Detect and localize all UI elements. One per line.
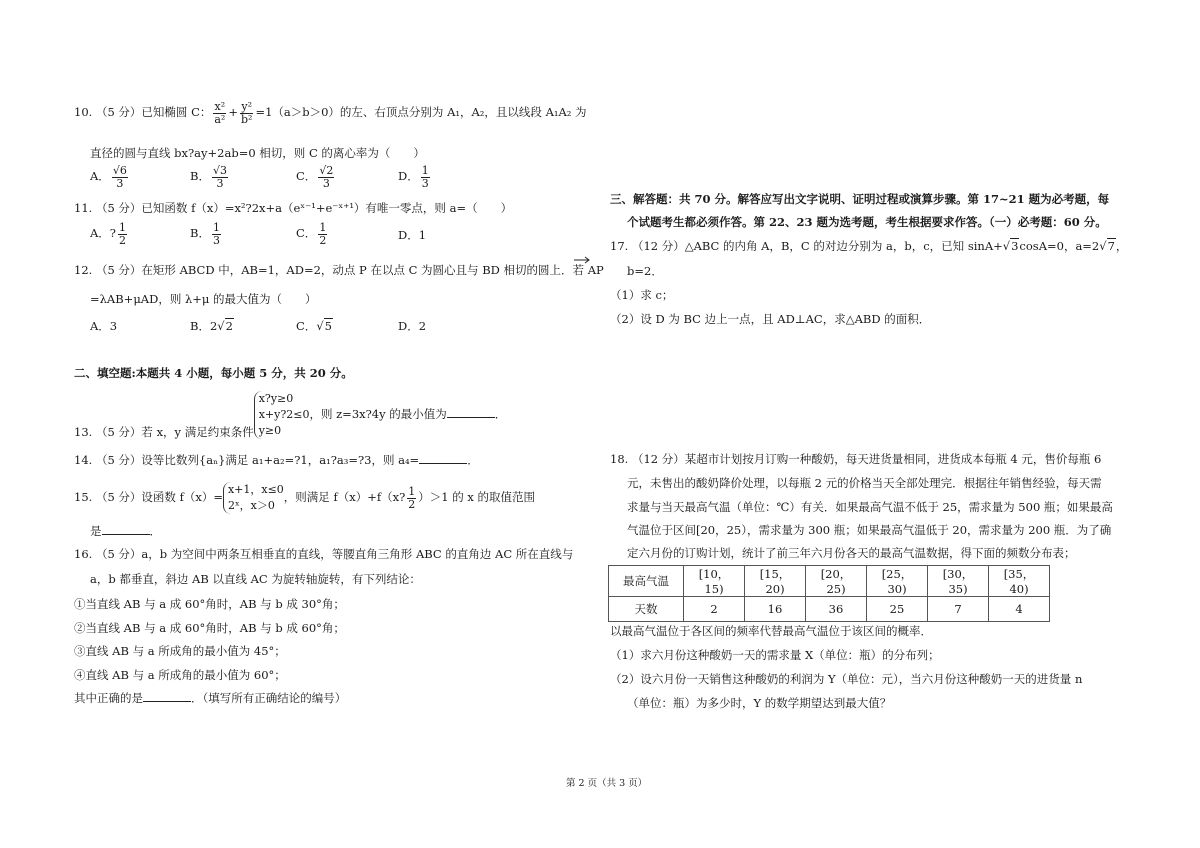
q12-option-b: B．2√2 (190, 319, 233, 333)
table-cell: [30，35) (928, 566, 989, 597)
q10-frac-y (240, 101, 253, 125)
q17-text-c: ， (1115, 239, 1128, 253)
q13 (74, 391, 506, 439)
q10-option-a (90, 165, 130, 189)
option-frac (212, 165, 228, 189)
table-header-row (609, 566, 1050, 597)
q16-statement-1: ①当直线 AB 与 a 成 60°角时，AB 与 b 成 30°角； (74, 597, 345, 611)
q15-middle: ，则满足 f（x）+f（x? (283, 490, 406, 504)
frac-den: 2 (118, 233, 126, 247)
answer-blank[interactable] (143, 691, 191, 702)
frac-den: 3 (116, 176, 124, 190)
piece: x+1，x≤0 (227, 483, 284, 496)
q16-statement-3: ③直线 AB 与 a 所成角的最小值为 45°； (74, 644, 286, 658)
answer-blank[interactable] (447, 407, 495, 418)
q14-text: 14. （5 分）设等比数列{aₙ}满足 a₁+a₂=?1，a₁?a₃=?3，则 a₄= (74, 453, 420, 467)
q12-line2: =λAB+μAD，则 λ+μ 的最大值为（ ） (90, 292, 317, 306)
vector-arrow-icon (573, 256, 591, 264)
q13-constraints (254, 391, 310, 439)
q18-after-table: 以最高气温位于各区间的频率代替最高气温位于该区间的概率． (610, 624, 932, 638)
q10-option-c (296, 165, 336, 189)
table-cell: 天数 (609, 597, 684, 622)
frac-num: 1 (421, 164, 429, 177)
table-cell: 2 (684, 597, 745, 622)
q15-prefix: 15. （5 分）设函数 f（x）= (74, 490, 223, 504)
q15-suffix: ）＞1 的 x 的取值范围 (418, 490, 536, 504)
frac-den: a² (214, 112, 226, 126)
option-label: B． (190, 169, 210, 184)
q13-end: ． (494, 407, 507, 421)
radicand: 2 (225, 319, 233, 333)
option-frac (118, 222, 127, 246)
q17-line2: b=2． (627, 264, 663, 278)
frac-num: y² (241, 100, 253, 113)
q13-prefix: 13. （5 分）若 x，y 满足约束条件 (74, 425, 254, 439)
radicand: 7 (1107, 239, 1115, 253)
q16-last-a: 其中正确的是 (74, 691, 143, 705)
q15-line2 (90, 523, 161, 539)
q12-option-d: D．2 (398, 319, 427, 333)
table-cell: 16 (745, 597, 806, 622)
q18-part-1: （1）求六月份这种酸奶一天的需求量 X（单位：瓶）的分布列； (610, 648, 940, 662)
q13-suffix: ，则 z=3x?4y 的最小值为 (309, 407, 447, 421)
table-cell: 最高气温 (609, 566, 684, 597)
option-label: C． (296, 226, 317, 241)
q16-statement-4: ④直线 AB 与 a 所成角的最小值为 60°； (74, 668, 286, 682)
q17-line1: 17. （12 分）△ABC 的内角 A，B，C 的对边分别为 a，b，c，已知 sinA+√3cosA=0，a=2√7， (610, 239, 1128, 253)
q17-text-a: 17. （12 分）△ABC 的内角 A，B，C 的对边分别为 a，b，c，已知 sinA+ (610, 239, 1003, 253)
table-cell: 4 (989, 597, 1050, 622)
option-frac (112, 165, 128, 189)
frac-num: √6 (112, 164, 127, 177)
frac-num: √2 (319, 164, 334, 177)
q15-line1 (74, 482, 535, 514)
q14 (74, 452, 479, 468)
option-frac (318, 165, 334, 189)
frac-den: 3 (212, 233, 220, 247)
table-cell: 7 (928, 597, 989, 622)
q10-line1 (74, 101, 587, 125)
section3-line2: 个试题考生都必须作答。第 22、23 题为选考题，考生根据要求作答。（一）必考题：60 分。 (627, 215, 1107, 229)
table-cell: [20，25) (806, 566, 867, 597)
section2-title: 二、填空题:本题共 4 小题，每小题 5 分，共 20 分。 (74, 366, 353, 380)
q10-text-a: 10. （5 分）已知椭圆 C： (74, 105, 212, 120)
q16-line1: 16. （5 分）a，b 为空间中两条互相垂直的直线，等腰直角三角形 ABC 的直角边 AC 所在直线与 (74, 547, 574, 561)
q16-last-b: ．（填写所有正确结论的编号） (191, 691, 347, 705)
q11-line1: 11. （5 分）已知函数 f（x）=x²?2x+a（eˣ⁻¹+e⁻ˣ⁺¹）有唯一零点，则 a=（ ） (74, 201, 513, 215)
frac-num: x² (214, 100, 226, 113)
option-label: B． (190, 226, 210, 241)
q18-part-2: （2）设六月份一天销售这种酸奶的利润为 Y（单位：元），当六月份这种酸奶一天的进货量 n (610, 672, 1083, 686)
q15-end: ． (149, 524, 161, 538)
frac-num: √3 (212, 164, 227, 177)
table-cell: [35，40) (989, 566, 1050, 597)
frac-num: 1 (319, 221, 327, 234)
q10-option-d (398, 165, 432, 189)
q12-line1: 12. （5 分）在矩形 ABCD 中，AB=1，AD=2，动点 P 在以点 C 为圆心且与 BD 相切的圆上．若 AP (74, 263, 604, 277)
frac-den: 2 (408, 497, 416, 511)
q18-line3: 求量与当天最高气温（单位：℃）有关．如果最高气温不低于 25，需求量为 500 瓶；如果最高 (627, 500, 1113, 514)
constraint: y≥0 (258, 424, 282, 437)
frac-num: 1 (408, 484, 416, 498)
q11-option-a (90, 222, 129, 246)
page-footer: 第 2 页（共 3 页） (566, 778, 648, 789)
frequency-table (608, 565, 1050, 622)
q18-line4: 气温位于区间[20，25），需求量为 300 瓶；如果最高气温低于 20，需求量为 200 瓶．为了确 (627, 523, 1112, 537)
option-label: B．2 (190, 319, 218, 333)
q18-part-2b: （单位：瓶）为多少时，Y 的数学期望达到最大值？ (627, 696, 892, 710)
option-frac (318, 222, 327, 246)
frac-num: 1 (118, 221, 126, 234)
frac-den: 3 (216, 176, 224, 190)
option-label: A． (90, 169, 110, 184)
q17-text-b: cosA=0，a=2 (1019, 239, 1100, 253)
q12-option-a: A．3 (90, 319, 118, 333)
frac-num: 1 (212, 221, 220, 234)
piece: 2ˣ，x＞0 (227, 499, 275, 512)
frac-den: 3 (322, 176, 330, 190)
q18-line1: 18. （12 分）某超市计划按月订购一种酸奶，每天进货量相同，进货成本每瓶 4 元，售价每瓶 6 (610, 452, 1102, 466)
q15-piecewise (223, 482, 284, 514)
q10-option-b (190, 165, 230, 189)
frac-den: 2 (319, 233, 327, 247)
option-label: A．? (90, 226, 116, 241)
frac-den: b² (240, 112, 253, 126)
q12-option-c: C．√5 (296, 319, 332, 333)
table-row (609, 597, 1050, 622)
section3-line1: 三、解答题：共 70 分。解答应写出文字说明、证明过程或演算步骤。第 17~21 题为必考题，每 (610, 192, 1110, 206)
table-cell: [25，30) (867, 566, 928, 597)
q14-end: ． (467, 453, 479, 467)
q10-frac-x (213, 101, 226, 125)
table-cell: [15，20) (745, 566, 806, 597)
option-frac (421, 165, 430, 189)
q15-frac (407, 486, 416, 510)
option-label: C． (296, 319, 317, 333)
table-cell: 36 (806, 597, 867, 622)
q10-line2: 直径的圆与直线 bx?ay+2ab=0 相切，则 C 的离心率为（ ） (90, 146, 425, 160)
q10-text-b: =1（a＞b＞0）的左、右顶点分别为 A₁，A₂，且以线段 A₁A₂ 为 (255, 105, 587, 120)
answer-blank[interactable] (102, 524, 150, 535)
q15-line2-text: 是 (90, 524, 102, 538)
q16-line2: a，b 都垂直，斜边 AB 以直线 AC 为旋转轴旋转，有下列结论： (90, 572, 421, 586)
frac-den: 3 (421, 176, 429, 190)
radicand: 3 (1011, 239, 1019, 253)
q16-statement-2: ②当直线 AB 与 a 成 60°角时，AB 与 b 成 60°角； (74, 621, 345, 635)
q17-part-2: （2）设 D 为 BC 边上一点，且 AD⊥AC，求△ABD 的面积． (610, 312, 931, 326)
q11-option-c (296, 222, 329, 246)
q11-option-d: D．1 (398, 228, 427, 242)
q18-line2: 元，未售出的酸奶降价处理，以每瓶 2 元的价格当天全部处理完．根据往年销售经验，每天需 (627, 476, 1102, 490)
constraint: x+y?2≤0 (258, 408, 310, 421)
table-cell: 25 (867, 597, 928, 622)
constraint: x?y≥0 (258, 392, 294, 405)
q18-line5: 定六月份的订购计划，统计了前三年六月份各天的最高气温数据，得下面的频数分布表； (627, 546, 1076, 560)
radicand: 5 (324, 319, 332, 333)
option-label: C． (296, 169, 317, 184)
option-frac (212, 222, 221, 246)
table-cell: [10，15) (684, 566, 745, 597)
plus: + (228, 105, 238, 120)
answer-blank[interactable] (419, 453, 467, 464)
q11-option-b (190, 222, 223, 246)
q16-last-line (74, 690, 346, 706)
option-label: D． (398, 169, 419, 184)
q17-part-1: （1）求 c； (610, 288, 674, 302)
